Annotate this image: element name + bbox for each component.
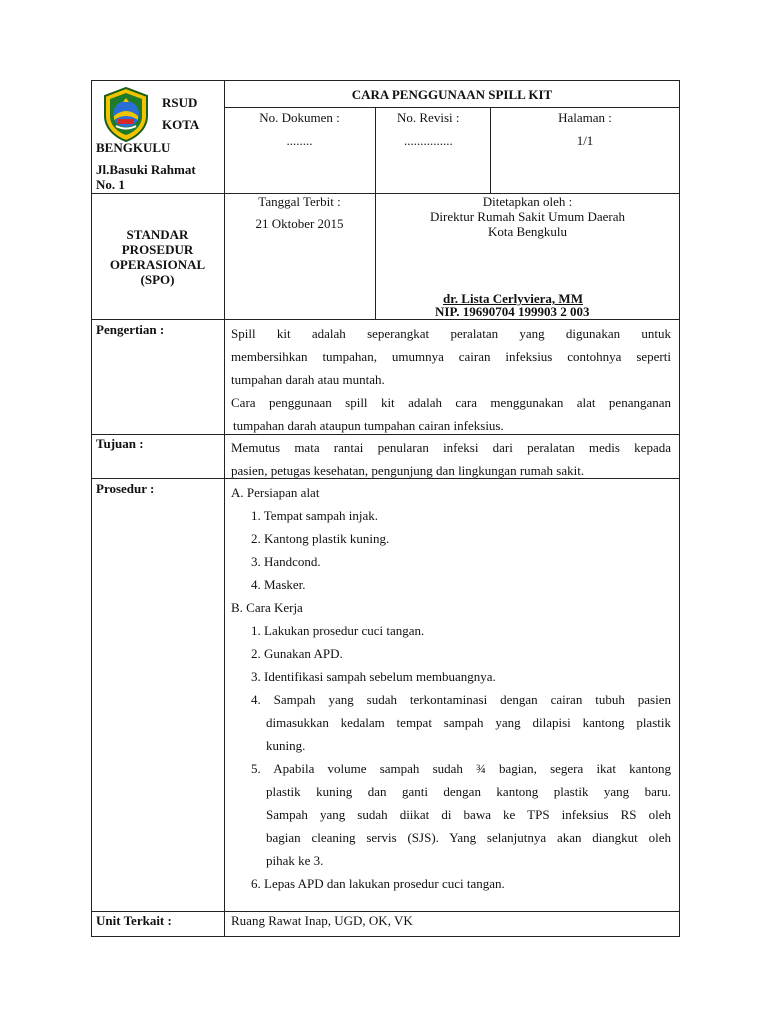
hospital-label-kota: KOTA [162,117,200,132]
revision-label: No. Revisi : [397,110,460,125]
pengertian-line-3: tumpahan darah atau muntah. [231,372,385,387]
hospital-label-rsud: RSUD [162,95,198,110]
prosedur-b-list [231,619,671,895]
prosedur-a-item-4: 4. Masker. [251,577,306,592]
prosedur-b-item-5-line-1: 5. Apabila volume sampah sudah ¾ bagian, segera ikat kantong [251,761,671,776]
spo-label-line3: OPERASIONAL [109,257,206,272]
approver-nip: NIP. 19690704 199903 2 003 [435,304,590,319]
pengertian-line-5: tumpahan darah ataupun tumpahan cairan infeksius. [233,418,504,433]
doc-number-label: No. Dokumen : [259,110,340,125]
prosedur-heading-b: B. Cara Kerja [231,600,303,615]
prosedur-b-item-3: 3. Identifikasi sampah sebelum membuangnya. [251,669,496,684]
pengertian-content [231,322,671,437]
document-title: CARA PENGGUNAAN SPILL KIT [351,87,553,102]
page-label: Halaman : [558,110,612,125]
unit-terkait-value: Ruang Rawat Inap, UGD, OK, VK [231,913,413,928]
tujuan-line-1: Memutus mata rantai penularan infeksi dari peralatan medis kepada [231,440,671,455]
prosedur-a-item-3: 3. Handcond. [251,554,321,569]
prosedur-b-item-4-line-2: dimasukkan kedalam tempat sampah yang dilapisi kantong plastik [266,715,671,730]
prosedur-b-item-5-line-4: bagian cleaning servis (SJS). Yang selanjutnya akan diangkut oleh [266,830,671,845]
prosedur-heading-a: A. Persiapan alat [231,485,320,500]
header-divider-1 [375,107,376,193]
section-label-unit: Unit Terkait : [96,913,172,928]
prosedur-a-list [231,504,671,596]
prosedur-b-item-5-line-2: plastik kuning dan ganti dengan kantong plastik yang baru. [266,784,671,799]
prosedur-b-item-1: 1. Lakukan prosedur cuci tangan. [251,623,425,638]
tujuan-content [231,436,671,482]
doc-number-value: ........ [286,133,313,148]
row-divider-header [91,193,680,194]
row-divider-title [224,107,680,108]
pengertian-line-2: membersihkan tumpahan, umumnya cairan infeksius contohnya seperti [231,349,671,364]
pengertian-line-4: Cara penggunaan spill kit adalah cara menggunakan alat penanganan [231,395,671,410]
prosedur-a-item-1: 1. Tempat sampah injak. [251,508,379,523]
approver-name: dr. Lista Cerlyviera, MM [443,291,583,306]
tujuan-line-2: pasien, petugas kesehatan, pengunjung dan lingkungan rumah sakit. [231,463,585,478]
section-label-tujuan: Tujuan : [96,436,144,451]
revision-value: ............... [404,133,453,148]
spo-label-line2: PROSEDUR [121,242,194,257]
prosedur-b-item-6: 6. Lepas APD dan lakukan prosedur cuci tangan. [251,876,505,891]
prosedur-b-item-4-line-3: kuning. [266,738,306,753]
section-label-pengertian: Pengertian : [96,322,165,337]
prosedur-b-item-2: 2. Gunakan APD. [251,646,343,661]
rsud-logo-emblem [101,86,151,142]
prosedur-b-item-5-line-3: Sampah yang sudah diikat di bawa ke TPS infeksius RS oleh [266,807,671,822]
approver-position-line1: Direktur Rumah Sakit Umum Daerah [430,209,625,224]
hospital-address-line2: No. 1 [96,177,125,192]
prosedur-b-item-4-line-1: 4. Sampah yang sudah terkontaminasi dengan cairan tubuh pasien [251,692,671,707]
approver-position-line2: Kota Bengkulu [487,224,568,239]
section-label-prosedur: Prosedur : [96,481,155,496]
hospital-label-city: BENGKULU [96,140,171,155]
hospital-address-line1: Jl.Basuki Rahmat [96,162,196,177]
issue-date-value: 21 Oktober 2015 [255,216,344,231]
spo-label-line4: (SPO) [140,272,175,287]
spo-label-line1: STANDAR [126,227,189,242]
pengertian-line-1: Spill kit adalah seperangkat peralatan yang digunakan untuk [231,326,671,341]
prosedur-b-item-5-line-5: pihak ke 3. [266,853,324,868]
page-value: 1/1 [576,133,594,148]
row-divider-pengertian [91,319,680,320]
prosedur-content [231,481,671,895]
row-divider-unit [91,911,680,912]
approved-by-label: Ditetapkan oleh : [482,194,573,209]
prosedur-a-item-2: 2. Kantong plastik kuning. [251,531,390,546]
issue-date-label: Tanggal Terbit : [258,194,341,209]
